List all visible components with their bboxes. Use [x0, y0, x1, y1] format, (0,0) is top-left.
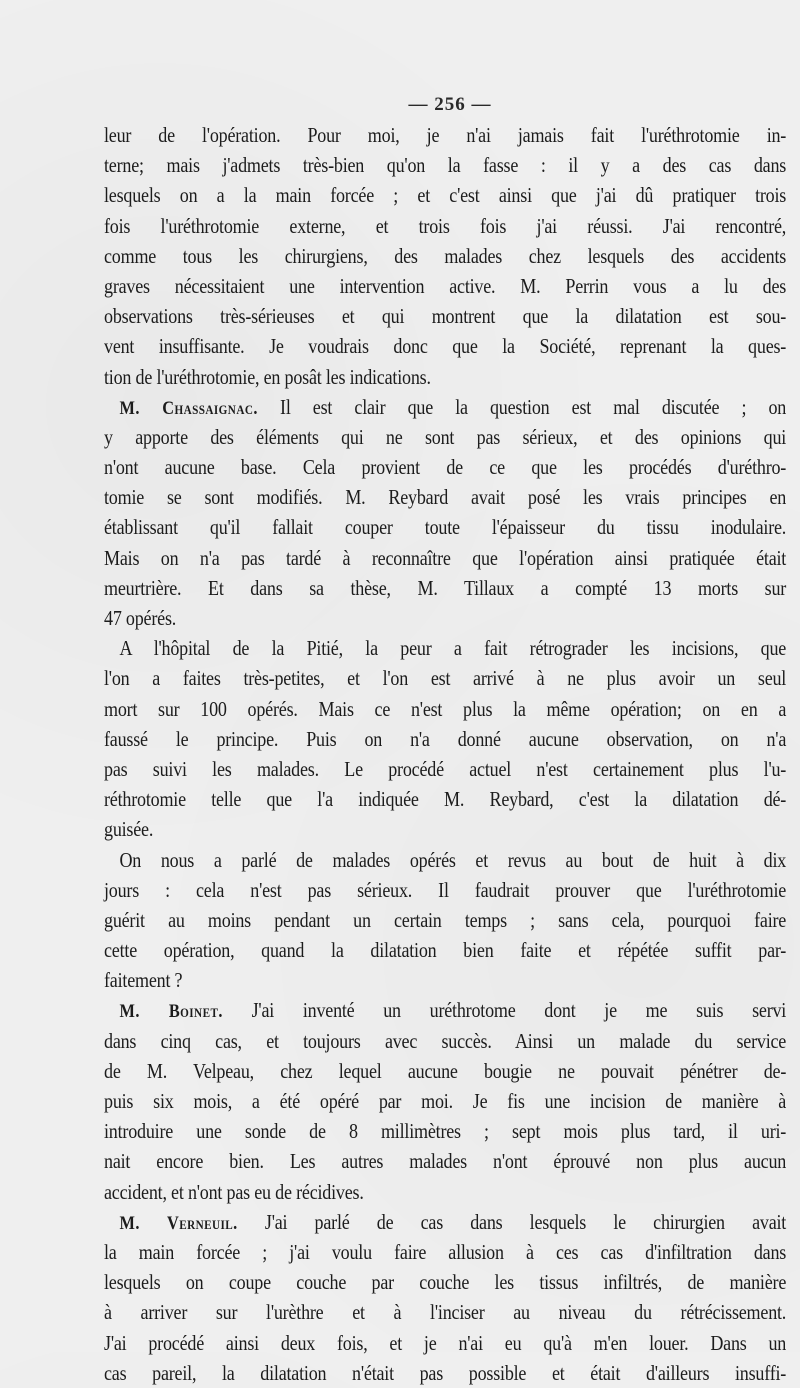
- text-line: [104, 392, 786, 422]
- text-line: comme tous les chirurgiens, des malades chez lesquels des accidents: [104, 243, 787, 268]
- paragraph-boinet: [104, 995, 786, 1206]
- text-line: introduire une sonde de 8 millimètres ; sept mois plus tard, il uri-: [104, 1119, 787, 1144]
- text-line: mort sur 100 opérés. Mais ce n'est plus la même opération; on en a: [104, 696, 787, 721]
- paragraph-verneuil: [104, 1207, 786, 1388]
- text-line: faitement ?: [104, 968, 183, 993]
- text-line: accident, et n'ont pas eu de récidives.: [104, 1179, 364, 1204]
- text-line: terne; mais j'admets très-bien qu'on la fasse : il y a des cas dans: [104, 153, 787, 178]
- text-line: graves nécessitaient une intervention active. M. Perrin vous a lu des: [104, 273, 787, 298]
- text-line: [104, 1207, 786, 1237]
- text-line: la main forcée ; j'ai voulu faire allusion à ces cas d'infiltration dans: [104, 1239, 787, 1264]
- paragraph-chassaignac: [104, 392, 786, 634]
- text-line: nait encore bien. Les autres malades n'ont éprouvé non plus aucun: [104, 1149, 787, 1174]
- text-line: vent insuffisante. Je voudrais donc que la Société, reprenant la ques-: [104, 334, 787, 359]
- paragraph: [104, 120, 786, 392]
- text-line: observations très-sérieuses et qui montrent que la dilatation est sou-: [104, 304, 787, 329]
- text-line: dans cinq cas, et toujours avec succès. Ainsi un malade du service: [104, 1028, 787, 1053]
- text-line: réthrotomie telle que l'a indiquée M. Reybard, c'est la dilatation dé-: [104, 787, 787, 812]
- page-number: — 256 —: [408, 94, 492, 115]
- text-line-body: J'ai inventé un uréthrotome dont je me suis servi: [222, 998, 787, 1023]
- text-line: y apporte des éléments qui ne sont pas sérieux, et des opinions qui: [104, 424, 787, 449]
- text-line: tomie se sont modifiés. M. Reybard avait posé les vrais principes en: [104, 485, 787, 510]
- text-line: A l'hôpital de la Pitié, la peur a fait rétrograder les incisions, que: [119, 636, 787, 661]
- text-line: guérit au moins pendant un certain temps ; sans cela, pourquoi faire: [104, 907, 787, 932]
- text-line: faussé le principe. Puis on n'a donné aucune observation, on n'a: [104, 726, 787, 751]
- speaker-name: M. Chassaignac.: [119, 397, 258, 419]
- text-line: lesquels on a la main forcée ; et c'est ainsi que j'ai dû pratiquer trois: [104, 183, 787, 208]
- text-line: J'ai procédé ainsi deux fois, et je n'ai eu qu'à m'en louer. Dans un: [104, 1330, 787, 1355]
- text-line: l'on a faites très-petites, et l'on est arrivé à ne plus avoir un seul: [104, 666, 787, 691]
- speaker-name: M. Boinet.: [119, 1001, 223, 1023]
- text-line: [104, 995, 786, 1025]
- text-line: meurtrière. Et dans sa thèse, M. Tillaux a compté 13 morts sur: [104, 575, 787, 600]
- text-line: lesquels on coupe couche par couche les tissus infiltrés, de manière: [104, 1270, 787, 1295]
- text-line: de M. Velpeau, chez lequel aucune bougie ne pouvait pénétrer de-: [104, 1058, 787, 1083]
- paragraph: [104, 845, 786, 996]
- text-line: cas pareil, la dilatation n'était pas possible et était d'ailleurs insuffi-: [104, 1360, 787, 1385]
- text-line: jours : cela n'est pas sérieux. Il faudrait prouver que l'uréthrotomie: [104, 877, 787, 902]
- text-line: puis six mois, a été opéré par moi. Je fis une incision de manière à: [104, 1089, 787, 1113]
- text-line-body: J'ai parlé de cas dans lesquels le chirurgien avait: [237, 1209, 787, 1234]
- text-line: Mais on n'a pas tardé à reconnaître que l'opération ainsi pratiquée était: [104, 545, 787, 570]
- text-line: On nous a parlé de malades opérés et revus au bout de huit à dix: [119, 847, 787, 872]
- text-line: n'ont aucune base. Cela provient de ce que les procédés d'uréthro-: [104, 455, 787, 480]
- text-line: à arriver sur l'urèthre et à l'inciser au niveau du rétrécissement.: [104, 1300, 787, 1325]
- text-line: tion de l'uréthrotomie, en posât les indications.: [104, 364, 431, 389]
- text-line: guisée.: [104, 817, 154, 842]
- speaker-name: M. Verneuil.: [119, 1212, 238, 1234]
- text-line: établissant qu'il fallait couper toute l'épaisseur du tissu inodulaire.: [104, 515, 787, 540]
- text-line: leur de l'opération. Pour moi, je n'ai jamais fait l'uréthrotomie in-: [104, 123, 787, 147]
- paragraph: [104, 633, 786, 844]
- text-line: cette opération, quand la dilatation bien faite et répétée suffit par-: [104, 938, 787, 963]
- document-page: [104, 90, 786, 1388]
- text-line: pas suivi les malades. Le procédé actuel n'est certainement plus l'u-: [104, 756, 787, 781]
- text-line: fois l'uréthrotomie externe, et trois fois j'ai réussi. J'ai rencontré,: [104, 213, 787, 238]
- text-line-body: Il est clair que la question est mal discutée ; on: [257, 394, 787, 419]
- text-line: 47 opérés.: [104, 606, 177, 630]
